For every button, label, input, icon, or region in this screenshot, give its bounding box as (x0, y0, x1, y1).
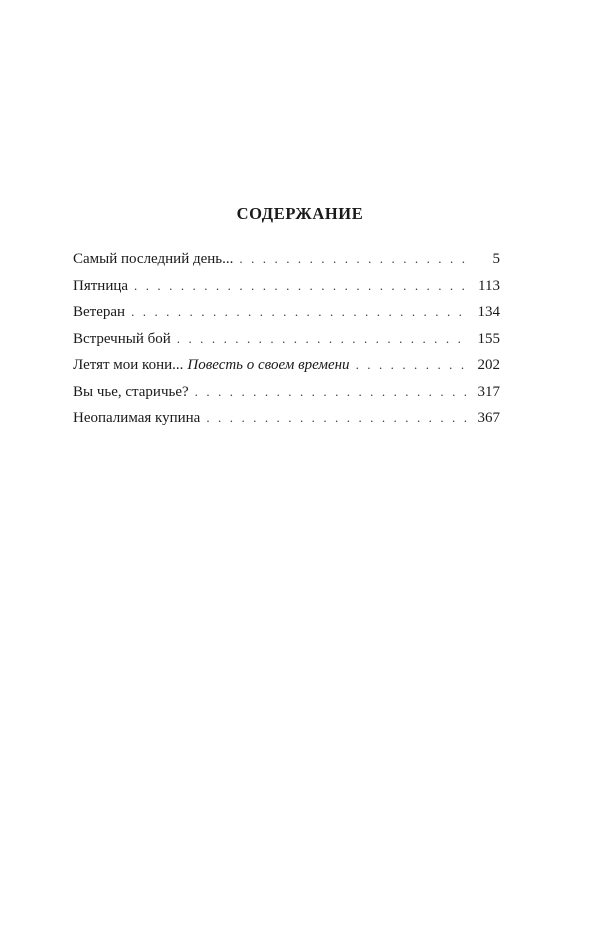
toc-entry-title: Встречный бой (73, 330, 171, 347)
toc-entry (73, 299, 500, 326)
toc-page-number: 5 (492, 251, 500, 267)
toc-page-number: 367 (477, 410, 500, 426)
toc-entry (73, 405, 500, 432)
toc-entry-title: Ветеран (73, 304, 126, 320)
dot-leader (131, 299, 470, 326)
dot-leader (239, 246, 470, 273)
toc-entry-title: Самый последний день... (73, 251, 234, 267)
toc-entry (73, 326, 500, 353)
dot-leader (177, 326, 470, 353)
toc-page-number: 155 (477, 330, 500, 347)
table-of-contents (73, 246, 500, 432)
toc-entry-subtitle: Повесть о своем времени (187, 357, 350, 373)
toc-page-number: 317 (477, 383, 500, 400)
toc-entry (73, 379, 500, 406)
toc-page-number: 113 (478, 277, 500, 294)
toc-entry-title: Пятница (73, 277, 129, 294)
toc-entry (73, 273, 500, 300)
page-title: СОДЕРЖАНИЕ (236, 204, 364, 223)
toc-entry-title (73, 352, 350, 379)
dot-leader (356, 352, 470, 379)
toc-page-number: 134 (477, 304, 500, 320)
toc-entry (73, 352, 500, 379)
dot-leader (206, 405, 470, 432)
toc-entry-title: Вы чье, старичье? (73, 383, 189, 400)
dot-leader (195, 379, 470, 406)
toc-page-number: 202 (477, 357, 500, 373)
toc-entry-title: Неопалимая купина (73, 410, 201, 426)
toc-entry-main-title: Летят мои кони... (73, 357, 184, 373)
toc-entry (73, 246, 500, 273)
dot-leader (134, 273, 470, 300)
